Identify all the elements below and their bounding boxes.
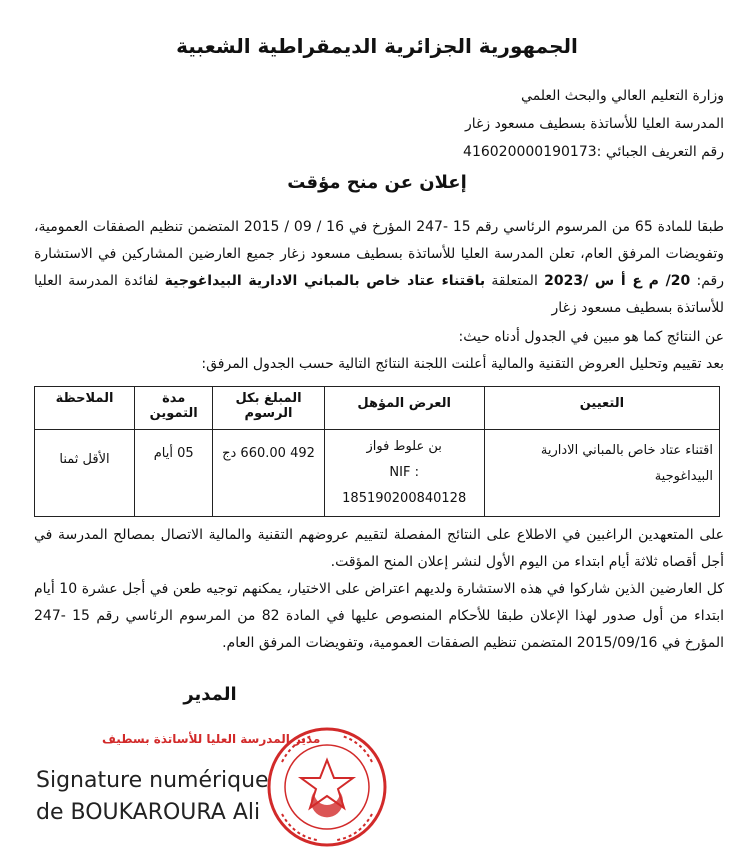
ministry-line: وزارة التعليم العالي والبحث العلمي <box>521 88 724 104</box>
director-title: المدير <box>183 684 237 705</box>
school-line: المدرسة العليا للأساتذة بسطيف مسعود زغار <box>465 116 724 132</box>
col-designation: التعيين <box>484 387 719 430</box>
col-offer: العرض المؤهل <box>324 387 484 430</box>
col-delay: مدة التموين <box>135 387 213 430</box>
closing-paragraph-1: على المتعهدين الراغبين في الاطلاع على النتائج المفصلة لتقييم عروضهم التقنية والمالية الاتصال بمصالح المدرسة في أجل أقصاه ثلاثة أيام ابتداء من اليوم الأول لنشر إعلان المنح المؤقت. <box>34 527 724 570</box>
intro-text: طبقا للمادة 65 من المرسوم الرئاسي رقم 15 -247 المؤرخ في 16 / 09 / 2015 المتضمن تنظيم الصفقات العمومية، وتفويضات المرفق العام، تعلن المدرسة العليا للأساتذة بسطيف مسعود زغار جميع العارضين المشاركين في الاستشارة رقم: <box>34 219 725 289</box>
cell-amount: 492 660.00 دج <box>213 430 324 517</box>
consultation-ref: 20/ م ع أ س /2023 <box>544 273 691 289</box>
cell-designation: اقتناء عتاد خاص بالمباني الادارية البيداغوجية <box>484 430 719 517</box>
evaluation-text: بعد تقييم وتحليل العروض التقنية والمالية أعلنت اللجنة النتائج التالية حسب الجدول المرفق: <box>201 356 724 372</box>
tax-id-line: رقم التعريف الجبائي :416020000190173 <box>463 144 724 160</box>
republic-heading: الجمهورية الجزائرية الديمقراطية الشعبية <box>176 34 578 58</box>
cell-delay: 05 أيام <box>135 430 213 517</box>
offer-name: بن علوط فواز <box>366 439 442 454</box>
results-table <box>34 386 720 517</box>
table-header-row <box>35 387 720 430</box>
col-amount: المبلغ بكل الرسوم <box>213 387 324 430</box>
table-row <box>35 430 720 517</box>
closing-paragraph-2: كل العارضين الذين شاركوا في هذه الاستشارة ولديهم اعتراض على الاختيار، يمكنهم توجيه طعن في أجل عشرة 10 أيام ابتداء من أول صدور لهذا الإعلان طبقا للأحكام المنصوص عليها في المادة 82 من المرسوم الرئاسي رقم 15 -247 المؤرخ في 2015/09/16 المتضمن تنظيم الصفقات العمومية، وتفويضات المرفق العام. <box>34 581 724 651</box>
digital-signature-line-2: de BOUKAROURA Ali <box>36 800 261 825</box>
results-intro: عن النتائج كما هو مبين في الجدول أدناه حيث: <box>458 329 724 345</box>
digital-signature-line-1: Signature numérique <box>36 768 269 793</box>
consultation-object: باقتناء عتاد خاص بالمباني الادارية البيداغوجية <box>164 273 486 289</box>
col-note: الملاحظة <box>35 387 135 430</box>
intro-end: لفائدة المدرسة العليا للأساتذة بسطيف مسعود زغار <box>34 273 724 316</box>
cell-note: الأقل ثمنا <box>35 430 135 517</box>
cell-offer <box>324 430 484 517</box>
official-seal-icon <box>262 722 392 852</box>
intro-paragraph <box>34 214 724 322</box>
announcement-title: إعلان عن منح مؤقت <box>287 172 467 193</box>
offer-nif: NIF : 185190200840128 <box>342 465 467 506</box>
director-stamp-text: مدير المدرسة العليا للأساتذة بسطيف <box>102 732 321 746</box>
intro-mid: المتعلقة <box>485 273 545 289</box>
